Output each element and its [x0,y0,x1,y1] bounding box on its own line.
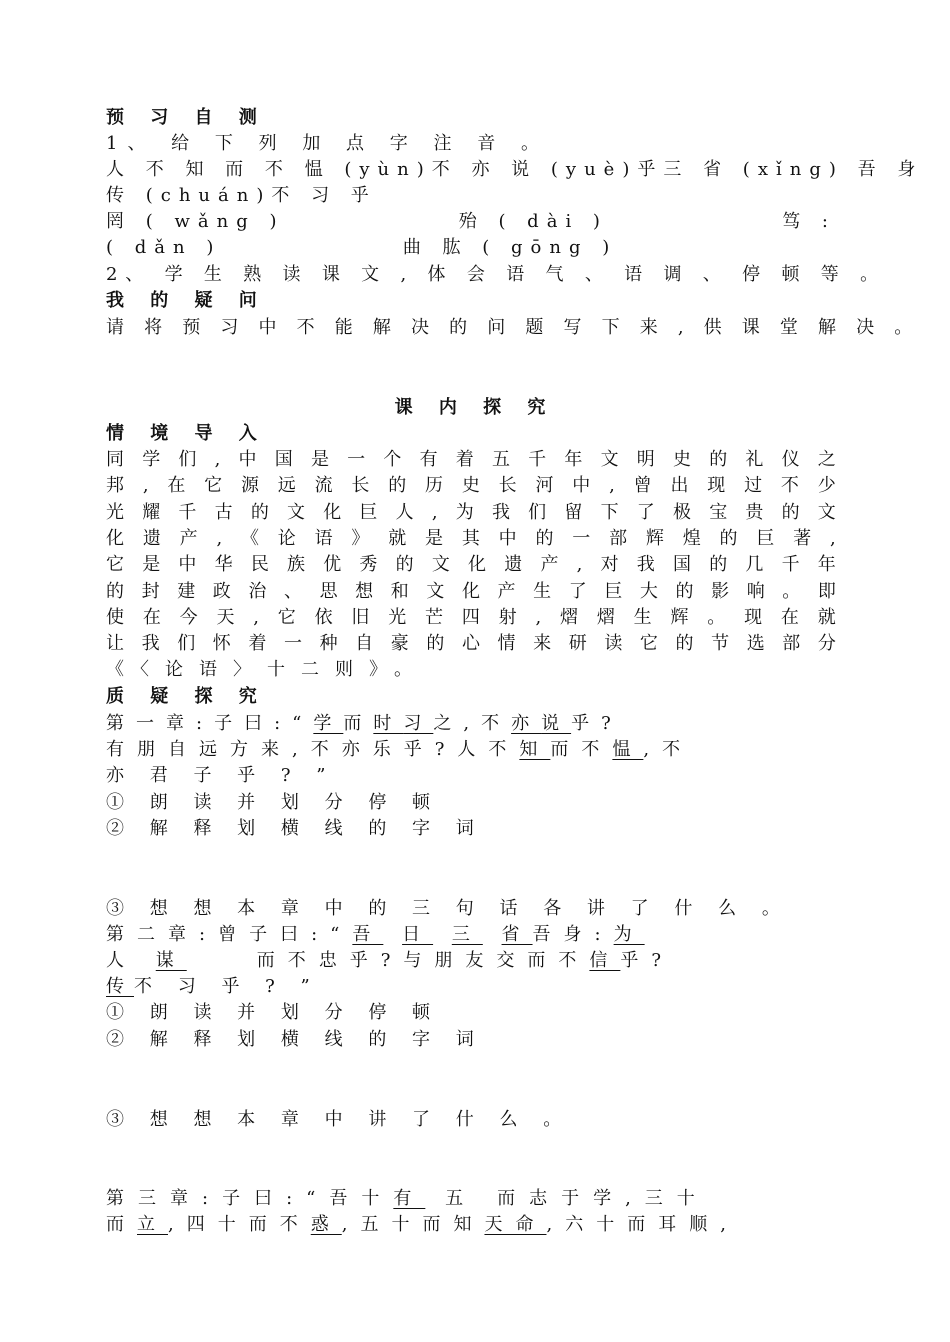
intro-char: 遗 [142,527,161,549]
intro-char: 人 [395,501,414,523]
intro-char: 巨 [604,580,623,602]
intro-char: 文 [287,501,306,523]
intro-char: 。 [782,580,801,602]
intro-char: 巨 [756,527,775,549]
doubts-heading: 我 的 疑 问 [106,290,267,311]
intro-char: 化 [468,554,487,576]
intro-char: 国 [274,449,293,470]
text: 第二章:曾子曰:“ [106,924,353,945]
intro-char: 政 [212,580,231,602]
intro-char: 中 [178,554,197,576]
intro-char: 一 [347,449,366,470]
intro-char: 》 [351,527,370,549]
intro-char: 中 [572,475,591,497]
intro-char: 封 [141,580,160,602]
pinyin-item: 不 亦 说 (yuè)乎 [431,159,664,180]
pinyin-item: 罔 ( wǎng ) [106,211,285,232]
intro-line [106,552,836,578]
intro-line [106,526,836,552]
intro-char: 出 [670,475,689,497]
intro-char: 现 [707,475,726,497]
intro-char: 文 [600,449,619,470]
question-2: 2、 学 生 熟 读 课 文 , 体 会 语 气 、 语 调 、 停 顿 等 。 [106,264,886,285]
question-1: 1、 给 下 列 加 点 字 注 音 。 [106,133,549,154]
intro-char: 熠 [560,606,579,628]
intro-char: 史 [461,475,480,497]
doubts-text: 请 将 预 习 中 不 能 解 决 的 问 题 写 下 来 , 供 课 堂 解 决 。 [106,317,920,338]
intro-char: 遗 [504,554,523,576]
intro-char: 了 [568,580,587,602]
intro-char: 产 [540,554,559,576]
intro-char: 在 [167,475,186,497]
text: 五 [445,1188,478,1209]
intro-char: 芒 [425,606,444,628]
intro-line [106,631,836,657]
intro-char: 千 [781,554,800,576]
intro-char: 文 [431,554,450,576]
intro-char: 为 [455,501,474,523]
underlined-word: 说 [541,713,572,734]
ch2-line-2 [106,948,836,974]
intro-char: 民 [250,554,269,576]
pinyin-item: 笃 : [782,211,836,232]
intro-char: 生 [533,580,552,602]
intro-char: 古 [214,501,233,523]
intro-char: 巨 [359,501,378,523]
intro-char: , [253,606,259,628]
intro-char: 的 [709,449,728,470]
ch1-line-2 [106,737,836,763]
intro-char: 和 [390,580,409,602]
intro-char: 我 [141,633,160,655]
underlined-word: 惑 [310,1214,342,1235]
text: ,六十而耳顺, [546,1214,739,1235]
ch3-line-2 [106,1212,836,1238]
intro-char: 几 [745,554,764,576]
intro-char: 国 [672,554,691,576]
intro-char: 历 [425,475,444,497]
intro-char: 河 [535,475,554,497]
text: 而不忠乎?与朋友交而不 [256,950,590,971]
preview-heading: 预 习 自 测 [106,107,267,128]
intro-char: 依 [314,606,333,628]
intro-char: 的 [388,475,407,497]
ch1-line-3: 亦 君 子 乎 ? ” [106,765,336,786]
intro-char: 优 [323,554,342,576]
ch2-task-2: ② 解 释 划 横 线 的 字 词 [106,1029,484,1050]
intro-char: 就 [388,527,407,549]
intro-heading: 情 境 导 入 [106,423,267,444]
intro-char: 节 [711,633,730,655]
intro-char: 让 [106,633,124,655]
intro-char: 明 [636,449,655,470]
text: 而不 [550,739,613,760]
intro-char: 化 [323,501,342,523]
intro-char: 中 [238,449,257,470]
text: ,不 [643,739,694,760]
text: ,五十而知 [341,1214,485,1235]
underlined-word: 立 [137,1214,168,1235]
underlined-word: 有 [393,1188,426,1209]
intro-char: 旧 [351,606,370,628]
intro-char: 天 [216,606,235,628]
intro-char: 极 [672,501,691,523]
intro-char: 语 [314,527,333,549]
intro-char: 大 [639,580,658,602]
intro-char: 著 [793,527,812,549]
text: 有朋自远方来,不亦乐乎?人不 [106,739,520,760]
text: 第三章:子曰:“吾十 [106,1188,394,1209]
intro-char: 是 [142,554,161,576]
intro-char: 来 [533,633,552,655]
intro-char: 年 [817,554,836,576]
intro-char: 是 [310,449,329,470]
text: 第一章:子曰:“ [106,713,314,734]
intro-char: 的 [535,527,554,549]
intro-char: 辉 [670,606,689,628]
intro-char: 有 [419,449,438,470]
ch2-task-1: ① 朗 读 并 划 分 停 顿 [106,1002,441,1023]
intro-char: 学 [142,449,161,470]
ch2-line-3 [106,974,836,1000]
intro-char: , [431,501,438,523]
ch1-task-1: ① 朗 读 并 划 分 停 顿 [106,792,441,813]
text: ,四十而不 [168,1214,311,1235]
underlined-word: 学 [313,713,344,734]
underlined-word: 省 [501,924,533,945]
intro-char: 着 [455,449,474,470]
intro-char: 贵 [745,501,764,523]
intro-char: 着 [248,633,267,655]
intro-char: 史 [672,449,691,470]
intro-char: 怀 [212,633,231,655]
intro-char: 同 [106,449,124,470]
intro-char: 的 [675,580,694,602]
text: 而志于学,三十 [497,1188,709,1209]
intro-char: 建 [177,580,196,602]
underlined-word: 信 [589,950,621,971]
intro-char: 的 [781,501,800,523]
intro-char: , [535,606,542,628]
pinyin-line-d [106,235,836,261]
pinyin-item: 三 省 (xǐng) 吾 身 [663,159,924,180]
intro-char: 化 [461,580,480,602]
ch2-line-1 [106,922,836,948]
intro-char: 使 [106,606,124,628]
intro-char: 的 [395,554,414,576]
intro-char: , [216,527,223,549]
intro-char: 宝 [709,501,728,523]
intro-char: 辉 [645,527,664,549]
intro-char: 煌 [682,527,701,549]
text: 之,不 [433,713,512,734]
intro-line [106,500,836,526]
intro-char: 们 [177,633,196,655]
intro-char: 响 [746,580,765,602]
intro-char: 流 [314,475,333,497]
intro-char: 部 [609,527,628,549]
intro-char: 一 [572,527,591,549]
intro-char: 光 [388,606,407,628]
intro-char: 的 [106,580,124,602]
underlined-word: 习 [403,713,434,734]
underlined-word: 吾 [352,924,384,945]
intro-char: 即 [817,580,836,602]
ch1-task-2: ② 解 释 划 横 线 的 字 词 [106,818,484,839]
intro-char: 们 [528,501,547,523]
intro-char: 远 [277,475,296,497]
intro-char: 了 [636,501,655,523]
intro-char: 种 [319,633,338,655]
text: 不 习 乎 ? ” [134,976,320,997]
intro-char: 《 [240,527,259,549]
intro-char: 研 [568,633,587,655]
intro-char: 它 [106,554,124,576]
intro-char: 的 [709,554,728,576]
intro-char: 熠 [596,606,615,628]
intro-char: 下 [600,501,619,523]
intro-char: 曾 [633,475,652,497]
intro-line [106,579,836,605]
intro-char: 是 [425,527,444,549]
intro-char: 它 [204,475,223,497]
pinyin-item: ( dǎn ) [106,237,222,258]
underlined-word: 时 [373,713,404,734]
intro-line [106,473,836,499]
intro-char: 就 [817,606,836,628]
intro-char: 读 [604,633,623,655]
intro-char: 情 [497,633,516,655]
intro-char: 生 [633,606,652,628]
text: 人 [106,950,137,971]
intro-char: 之 [817,449,836,470]
intro-char: 邦 [106,475,124,497]
intro-char: 族 [287,554,306,576]
pinyin-line-b: 传 (chuán)不 习 乎 [106,185,377,206]
intro-char: , [829,527,836,549]
section-title: 课 内 探 究 [394,397,556,418]
ch1-line-1 [106,711,836,737]
intro-char: 产 [179,527,198,549]
inquiry-heading: 质 疑 探 究 [106,686,267,707]
intro-char: 五 [491,449,510,470]
ch3-line-1 [106,1186,836,1212]
intro-char: 影 [711,580,730,602]
underlined-word: 知 [519,739,551,760]
intro-char: 光 [106,501,124,523]
intro-char: 不 [780,475,799,497]
intro-char: 留 [564,501,583,523]
intro-char: 豪 [390,633,409,655]
text: 而 [106,1214,137,1235]
intro-char: 的 [675,633,694,655]
intro-char: 今 [179,606,198,628]
intro-char: 产 [497,580,516,602]
intro-char: 耀 [142,501,161,523]
intro-char: 华 [214,554,233,576]
pinyin-item: 曲 肱 ( gōng ) [402,237,618,258]
intro-char: 心 [461,633,480,655]
intro-line [106,605,836,631]
intro-char: , [609,475,615,497]
intro-char: , [576,554,583,576]
intro-char: 的 [250,501,269,523]
underlined-word: 为 [613,924,645,945]
intro-char: 部 [782,633,801,655]
text: 而 [343,713,374,734]
intro-char: 文 [426,580,445,602]
intro-char: 在 [780,606,799,628]
ch2-task-3: ③ 想 想 本 章 中 讲 了 什 么 。 [106,1109,572,1130]
text: 乎? [620,950,675,971]
intro-char: 过 [744,475,763,497]
underlined-word: 三 [451,924,483,945]
intro-char: 思 [319,580,338,602]
pinyin-line-c [106,209,836,235]
intro-char: 治 [248,580,267,602]
intro-char: 礼 [745,449,764,470]
text: 乎? [571,713,623,734]
intro-char: 想 [355,580,374,602]
intro-char: 在 [142,606,161,628]
underlined-word: 天命 [484,1214,547,1235]
underlined-word: 谋 [155,950,187,971]
pinyin-line-a [106,157,924,183]
intro-char: , [142,475,149,497]
intro-char: 其 [461,527,480,549]
intro-char: 自 [355,633,374,655]
intro-char: 的 [426,633,445,655]
intro-char: 论 [277,527,296,549]
intro-line [106,447,836,473]
intro-char: 仪 [781,449,800,470]
intro-char: 我 [491,501,510,523]
intro-char: 我 [636,554,655,576]
intro-char: 年 [564,449,583,470]
intro-char: 一 [283,633,302,655]
intro-char: 、 [283,580,302,602]
underlined-word: 传 [106,976,134,997]
intro-char: 选 [746,633,765,655]
intro-char: 对 [600,554,619,576]
pinyin-item: 殆 ( dài ) [458,211,608,232]
intro-char: 长 [498,475,517,497]
intro-char: 它 [277,606,296,628]
intro-char: 射 [498,606,517,628]
intro-char: 。 [707,606,726,628]
intro-char: 千 [528,449,547,470]
intro-char: 的 [719,527,738,549]
intro-char: 千 [178,501,197,523]
intro-char: 现 [744,606,763,628]
intro-char: , [214,449,221,470]
ch1-task-3: ③ 想 想 本 章 中 的 三 句 话 各 讲 了 什 么 。 [106,898,790,919]
intro-char: 个 [383,449,402,470]
underlined-word: 亦 [511,713,542,734]
intro-char: 化 [106,527,124,549]
text: 吾身: [532,924,614,945]
intro-char: 中 [498,527,517,549]
intro-char: 秀 [359,554,378,576]
intro-char: 它 [639,633,658,655]
intro-char: 少 [817,475,836,497]
intro-char: 分 [817,633,836,655]
intro-char: 四 [461,606,480,628]
intro-last-line: 《〈论语〉十二则》。 [106,659,428,680]
intro-char: 源 [240,475,259,497]
intro-char: 长 [351,475,370,497]
intro-char: 们 [178,449,197,470]
pinyin-item: 人 不 知 而 不 愠 (yùn) [106,159,432,180]
underlined-word: 愠 [612,739,644,760]
intro-char: 文 [817,501,836,523]
underlined-word: 日 [402,924,434,945]
